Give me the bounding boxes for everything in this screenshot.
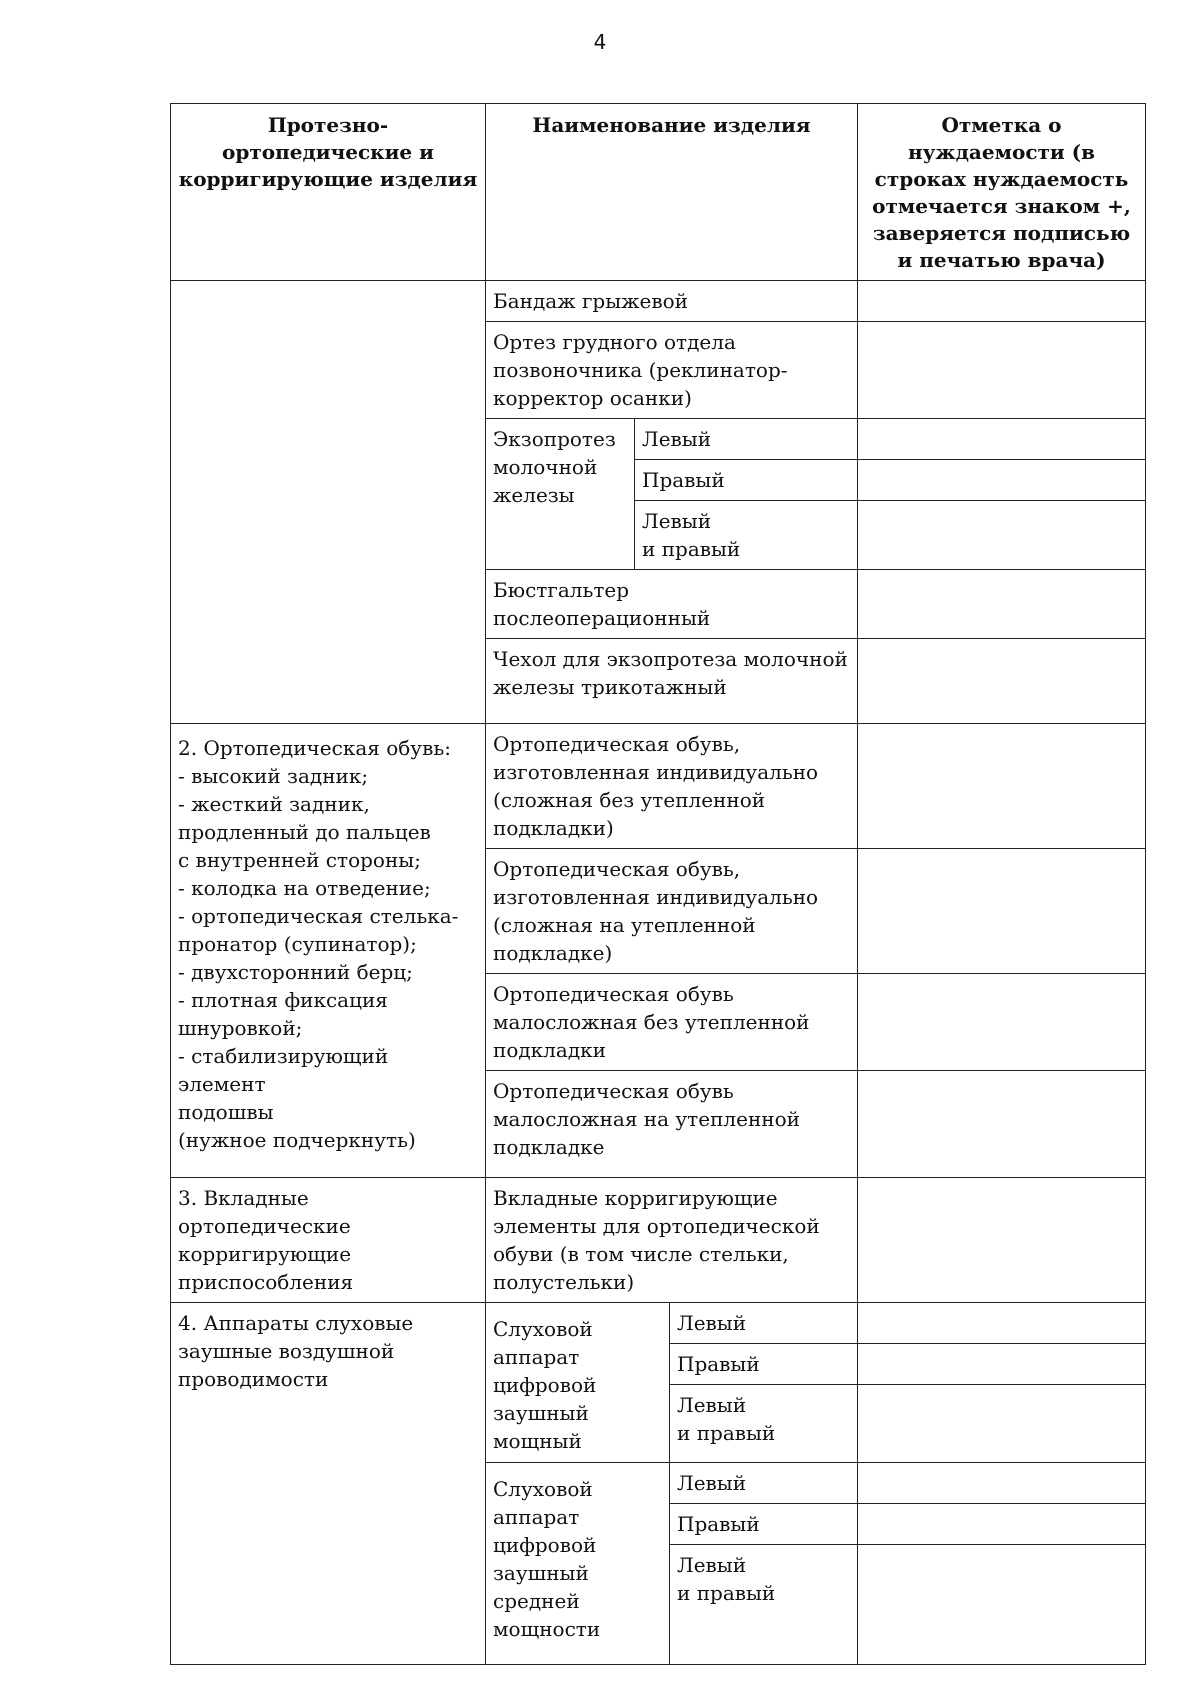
side-both: Левый и правый — [670, 1545, 858, 1665]
table-row — [171, 1178, 1146, 1303]
need-mark-cell[interactable] — [858, 1463, 1146, 1504]
side-right: Правый — [670, 1504, 858, 1545]
item-insoles: Вкладные корригирующие элементы для ортопедической обуви (в том числе стельки, полустельки) — [486, 1178, 858, 1303]
table-header-row — [171, 104, 1146, 281]
side-both: Левый и правый — [670, 1385, 858, 1463]
table-row — [171, 281, 1146, 322]
medical-needs-table — [170, 103, 1146, 1665]
need-mark-cell[interactable] — [858, 1545, 1146, 1665]
header-item-name: Наименование изделия — [486, 104, 858, 281]
item-cover: Чехол для экзопротеза молочной железы трикотажный — [486, 639, 858, 724]
item-hearing-aid-medium: Слуховой аппарат цифровой заушный средней мощности — [486, 1463, 670, 1665]
side-right: Правый — [670, 1344, 858, 1385]
need-mark-cell[interactable] — [858, 1385, 1146, 1463]
item-shoe-3: Ортопедическая обувь малосложная без утепленной подкладки — [486, 974, 858, 1071]
item-exoprosthesis: Экзопротез молочной железы — [486, 419, 635, 570]
item-orthosis: Ортез грудного отдела позвоночника (реклинатор-корректор осанки) — [486, 322, 858, 419]
need-mark-cell[interactable] — [858, 639, 1146, 724]
section1-category-cell — [171, 281, 486, 724]
header-category: Протезно-ортопедические и корригирующие изделия — [171, 104, 486, 281]
need-mark-cell[interactable] — [858, 1344, 1146, 1385]
header-need-mark: Отметка о нуждаемости (в строках нуждаемость отмечается знаком +, заверяется подписью и печатью врача) — [858, 104, 1146, 281]
need-mark-cell[interactable] — [858, 281, 1146, 322]
item-bra: Бюстгальтер послеоперационный — [486, 570, 858, 639]
need-mark-cell[interactable] — [858, 724, 1146, 849]
need-mark-cell[interactable] — [858, 1071, 1146, 1178]
table-row — [171, 1303, 1146, 1344]
section2-category: 2. Ортопедическая обувь: - высокий задник; - жесткий задник, продленный до пальцев с внутренней стороны; - колодка на отведение; - ортопедическая стелька- пронатор (супинатор); - двухсторонний берц; - плотная фиксация шнуровкой; - стабилизирующий элемент подошвы (нужное подчеркнуть) — [171, 724, 486, 1178]
page-number: 4 — [593, 30, 607, 54]
side-left: Левый — [670, 1463, 858, 1504]
need-mark-cell[interactable] — [858, 1303, 1146, 1344]
need-mark-cell[interactable] — [858, 322, 1146, 419]
need-mark-cell[interactable] — [858, 501, 1146, 570]
side-right: Правый — [635, 460, 858, 501]
side-left: Левый — [670, 1303, 858, 1344]
item-bandage: Бандаж грыжевой — [486, 281, 858, 322]
item-shoe-2: Ортопедическая обувь, изготовленная индивидуально (сложная на утепленной подкладке) — [486, 849, 858, 974]
section4-category: 4. Аппараты слуховые заушные воздушной проводимости — [171, 1303, 486, 1665]
item-shoe-4: Ортопедическая обувь малосложная на утепленной подкладке — [486, 1071, 858, 1178]
side-left: Левый — [635, 419, 858, 460]
section3-category: 3. Вкладные ортопедические корригирующие приспособления — [171, 1178, 486, 1303]
item-shoe-1: Ортопедическая обувь, изготовленная индивидуально (сложная без утепленной подкладки) — [486, 724, 858, 849]
need-mark-cell[interactable] — [858, 849, 1146, 974]
need-mark-cell[interactable] — [858, 974, 1146, 1071]
need-mark-cell[interactable] — [858, 570, 1146, 639]
side-both: Левый и правый — [635, 501, 858, 570]
need-mark-cell[interactable] — [858, 1178, 1146, 1303]
item-hearing-aid-powerful: Слуховой аппарат цифровой заушный мощный — [486, 1303, 670, 1463]
need-mark-cell[interactable] — [858, 460, 1146, 501]
table-row — [171, 724, 1146, 849]
need-mark-cell[interactable] — [858, 419, 1146, 460]
need-mark-cell[interactable] — [858, 1504, 1146, 1545]
